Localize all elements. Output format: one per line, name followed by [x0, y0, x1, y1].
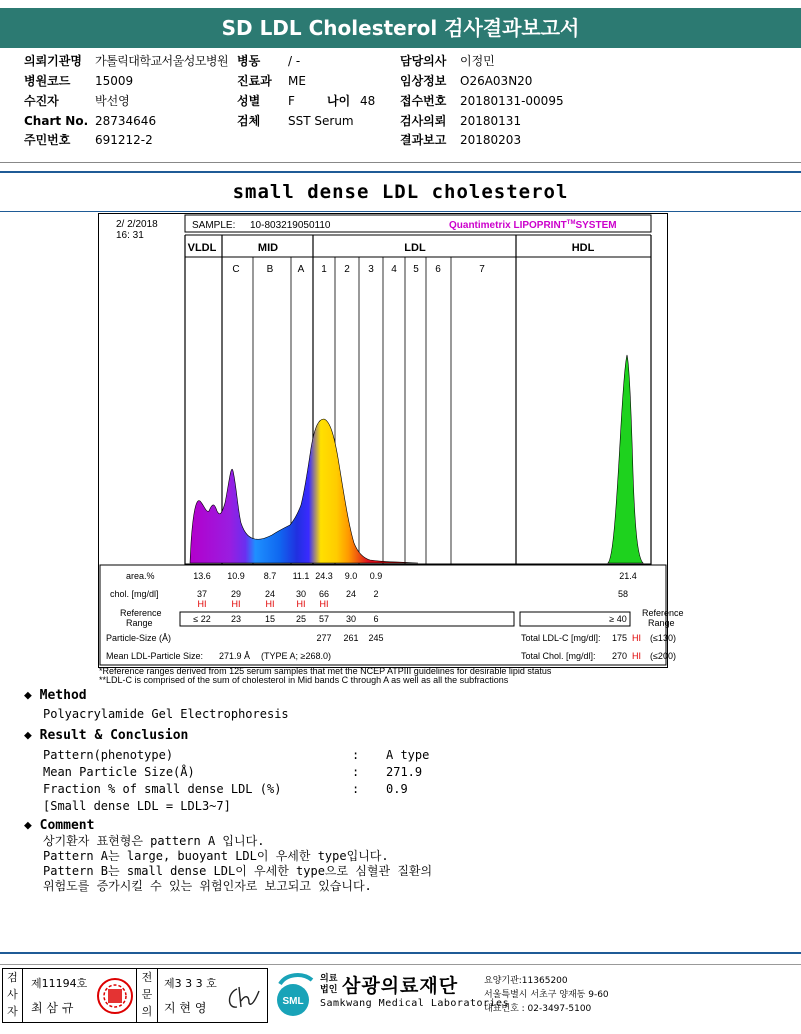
comment-text	[43, 834, 432, 894]
bottom-rule	[0, 952, 801, 954]
mean-value: 271.9 Å	[219, 651, 251, 661]
chart-heading: small dense LDL cholesterol	[232, 181, 569, 203]
chol-value: 29	[230, 589, 242, 599]
result-heading: ◆ Result & Conclusion	[24, 728, 189, 743]
request-date-value: 20180131	[460, 114, 522, 128]
total-ldl-label: Total LDL-C [mg/dl]:	[521, 633, 601, 643]
ref-value: 57	[318, 614, 330, 624]
footnote-1: *Reference ranges derived from 125 serum samples that met the NCEP ATPIII guidelines for desirable lipid status	[99, 666, 552, 676]
ref-label-1: Reference	[120, 608, 162, 618]
subband-label: 7	[479, 264, 485, 275]
specimen-value: SST Serum	[288, 114, 354, 128]
header-vldl: VLDL	[187, 242, 217, 254]
reviewer-number: 제3 3 3 호	[164, 977, 217, 990]
total-ldl-ref: (≤130)	[650, 633, 676, 643]
total-ldl-value: 175	[612, 633, 628, 643]
hi-flag: HI	[231, 599, 241, 609]
id-no-value: 691212-2	[95, 133, 153, 147]
sex-label: 성별	[237, 94, 261, 108]
reviewer-label: 전 문 의	[136, 969, 158, 1022]
ref-label-1-right: Reference	[642, 608, 684, 618]
ward-label: 병동	[237, 54, 261, 68]
subband-label: 6	[435, 264, 441, 275]
ref-value: 23	[230, 614, 242, 624]
particle-label: Particle-Size (Å)	[106, 633, 172, 643]
id-no-label: 주민번호	[24, 133, 71, 147]
area-value: 13.6	[193, 571, 211, 581]
particle-value: 261	[343, 633, 359, 643]
chart-heading-rule	[0, 211, 801, 212]
chol-label: chol. [mg/dl]	[110, 589, 159, 599]
institution-label: 의뢰기관명	[24, 54, 82, 68]
tester-label: 검 사 자	[3, 969, 23, 1022]
ref-label-2: Range	[126, 618, 153, 628]
org-name: 삼광의료재단	[342, 975, 459, 997]
tester-number: 제11194호	[31, 977, 88, 990]
result-label: Mean Particle Size(Å)	[43, 765, 195, 779]
ward-value: / -	[288, 54, 301, 68]
chol-value: 30	[295, 589, 307, 599]
comment-line: Pattern B는 small dense LDL이 우세한 type으로 심혈관 질환의	[43, 864, 433, 878]
receipt-no-value: 20180131-00095	[460, 94, 564, 108]
clinical-value: O26A03N20	[460, 74, 533, 88]
total-chol-value: 270	[612, 651, 628, 661]
subband-label: 1	[321, 264, 327, 275]
subband-label: 4	[391, 264, 397, 275]
ref-label-2-right: Range	[648, 618, 675, 628]
info-divider	[0, 162, 801, 163]
tester-name: 최 삼 규	[31, 1001, 74, 1015]
particle-value: 277	[316, 633, 332, 643]
ref-value: 6	[373, 614, 379, 624]
report-title: SD LDL Cholesterol 검사결과보고서	[0, 8, 801, 48]
request-date-label: 검사의뢰	[400, 114, 447, 128]
diamond-icon: ◆	[24, 728, 32, 743]
subband-label: A	[297, 264, 305, 275]
header-ldl: LDL	[404, 242, 426, 254]
report-time: 16: 31	[116, 230, 144, 241]
area-hdl: 21.4	[619, 571, 637, 581]
report-date: 2/ 2/2018	[116, 219, 158, 230]
hospital-code-label: 병원코드	[24, 74, 71, 88]
ref-value: 25	[295, 614, 307, 624]
sex-value: F	[288, 94, 295, 108]
lipoprint-report	[98, 213, 684, 669]
particle-value: 245	[368, 633, 384, 643]
result-value: A type	[386, 748, 430, 762]
method-text: Polyacrylamide Gel Electrophoresis	[43, 707, 289, 721]
chol-value: 2	[373, 589, 379, 599]
total-ldl-hi: HI	[632, 633, 641, 643]
result-row: Pattern(phenotype) : A type	[43, 748, 430, 762]
result-value: 0.9	[386, 782, 408, 796]
header-hdl: HDL	[571, 242, 595, 254]
total-chol-hi: HI	[632, 651, 641, 661]
comment-line: 상기환자 표현형은 pattern A 입니다.	[43, 834, 265, 848]
area-label: area.%	[126, 571, 155, 581]
org-phone: 대표번호 : 02-3497-5100	[484, 1004, 592, 1014]
signature-image	[223, 981, 263, 1013]
subband-label: 5	[413, 264, 419, 275]
header-mid: MID	[257, 242, 279, 254]
total-chol-ref: (≤200)	[650, 651, 676, 661]
diamond-icon: ◆	[24, 818, 32, 833]
hi-flag: HI	[319, 599, 329, 609]
examinee-label: 수진자	[24, 94, 59, 108]
clinical-label: 임상정보	[400, 74, 447, 88]
doctor-value: 이정민	[460, 54, 495, 68]
bottom-divider	[0, 964, 801, 965]
department-label: 진료과	[237, 74, 272, 88]
chol-value: 24	[264, 589, 276, 599]
comment-heading: ◆ Comment	[24, 818, 95, 833]
result-rows	[43, 747, 430, 815]
area-value: 11.1	[292, 571, 310, 581]
area-value: 24.3	[315, 571, 333, 581]
hi-flag: HI	[265, 599, 275, 609]
comment-line: 위험도를 증가시킬 수 있는 위험인자로 보고되고 있습니다.	[43, 879, 372, 893]
result-row: Fraction % of small dense LDL (%) : 0.9	[43, 782, 408, 796]
patient-info	[0, 52, 801, 152]
sml-logo	[272, 970, 318, 1020]
age-value: 48	[360, 94, 376, 108]
chol-value: 66	[318, 589, 330, 599]
sample-label: SAMPLE:	[192, 220, 236, 231]
chol-value: 37	[196, 589, 208, 599]
ref-value: 30	[345, 614, 357, 624]
age-label: 나이	[327, 94, 351, 108]
chol-value: 24	[345, 589, 357, 599]
chol-hdl: 58	[617, 589, 629, 599]
area-value: 10.9	[227, 571, 245, 581]
org-english: Samkwang Medical Laboratories	[320, 998, 510, 1009]
subband-label: 3	[368, 264, 374, 275]
report-date-value: 20180203	[460, 133, 522, 147]
seal-stamp	[95, 975, 135, 1017]
sample-value: 10-803219050110	[250, 220, 331, 231]
org-contact	[484, 974, 609, 1016]
result-value: 271.9	[386, 765, 423, 779]
footnote-2: **LDL-C is comprised of the sum of cholesterol in Mid bands C through A as well as all the subfractions	[99, 675, 509, 685]
ref-hdl: ≥ 40	[609, 614, 627, 624]
reviewer-name: 지 현 영	[164, 1001, 207, 1015]
subband-label: B	[266, 264, 274, 275]
examinee-value: 박선영	[95, 94, 130, 108]
org-address: 서울특별시 서초구 양재동 9-60	[484, 990, 609, 1000]
report-date-label: 결과보고	[400, 133, 447, 147]
receipt-no-label: 접수번호	[400, 94, 447, 108]
svg-text:SML: SML	[282, 996, 304, 1007]
doctor-label: 담당의사	[400, 54, 447, 68]
result-note: [Small dense LDL = LDL3~7]	[43, 799, 231, 813]
area-value: 0.9	[369, 571, 383, 581]
diamond-icon: ◆	[24, 688, 32, 703]
chart-no-value: 28734646	[95, 114, 157, 128]
ref-value: ≤ 22	[193, 614, 211, 624]
result-row: Mean Particle Size(Å) : 271.9	[43, 765, 423, 779]
mean-type: (TYPE A; ≥268.0)	[261, 651, 331, 661]
brand-name: Quantimetrix LIPOPRINT™SYSTEM	[449, 220, 617, 231]
area-value: 9.0	[344, 571, 358, 581]
hi-flag: HI	[197, 599, 207, 609]
result-label: Fraction % of small dense LDL (%)	[43, 782, 282, 796]
particle-row	[316, 633, 383, 643]
hospital-code-value: 15009	[95, 74, 134, 88]
method-heading: ◆ Method	[24, 688, 87, 703]
total-chol-label: Total Chol. [mg/dl]:	[521, 651, 596, 661]
signature-box	[2, 968, 268, 1023]
subband-label: C	[232, 264, 240, 275]
chart-no-label: Chart No.	[24, 114, 89, 128]
top-rule	[0, 171, 801, 173]
footnotes	[99, 667, 551, 685]
subband-label: 2	[344, 264, 350, 275]
area-value: 8.7	[263, 571, 277, 581]
hi-flag: HI	[296, 599, 306, 609]
mean-label: Mean LDL-Particle Size:	[106, 651, 204, 661]
ref-value: 15	[264, 614, 276, 624]
org-code: 요양기관:11365200	[484, 976, 568, 986]
org-prefix: 의료 법인	[320, 974, 338, 995]
specimen-label: 검체	[237, 114, 261, 128]
department-value: ME	[288, 74, 306, 88]
result-label: Pattern(phenotype)	[43, 748, 174, 762]
comment-line: Pattern A는 large, buoyant LDL이 우세한 type입니다.	[43, 849, 389, 863]
institution-value: 가톨릭대학교서울성모병원	[95, 54, 229, 68]
